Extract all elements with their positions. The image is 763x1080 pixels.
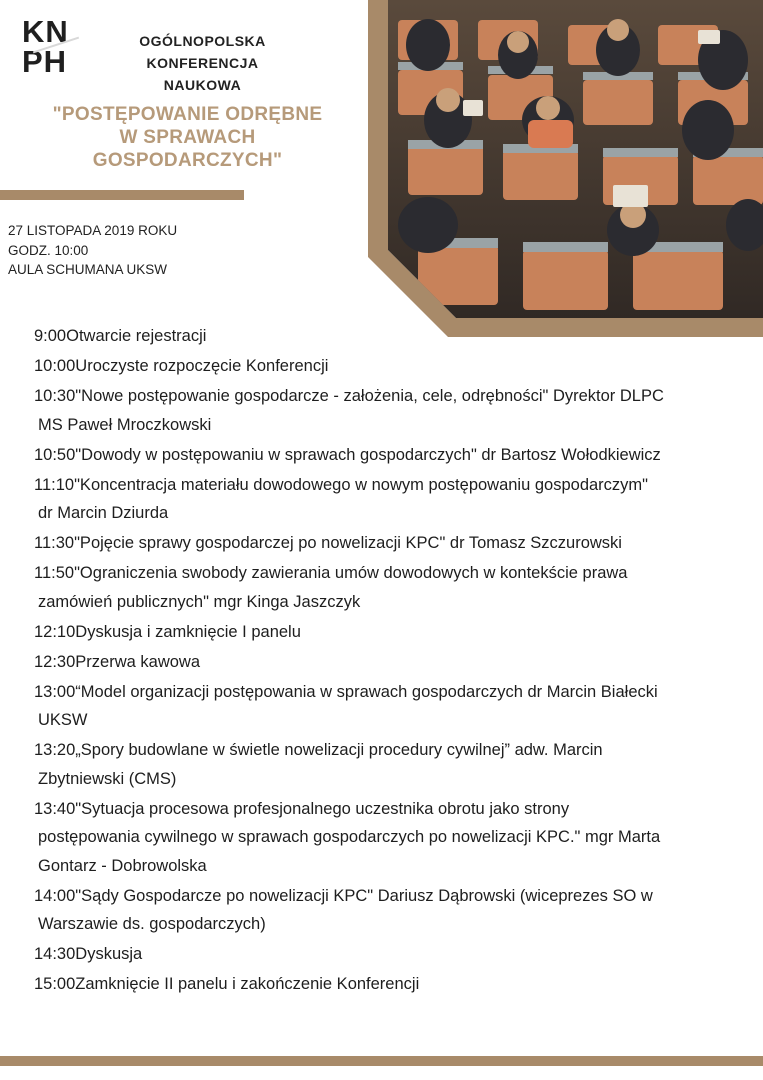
schedule-text: "Sądy Gospodarcze po nowelizacji KPC" Dariusz Dąbrowski (wiceprezes SO w	[75, 886, 653, 905]
schedule-time: 11:30	[34, 534, 75, 552]
auditorium-photo	[368, 0, 763, 337]
schedule-item	[34, 678, 734, 735]
schedule-text: "Koncentracja materiału dowodowego w nowym postępowaniu gospodarczym"	[74, 475, 649, 494]
schedule-text: "Ograniczenia swobody zawierania umów dowodowych w kontekście prawa	[74, 564, 628, 582]
schedule-text: "Sytuacja procesowa profesjonalnego uczestnika obrotu jako strony	[75, 799, 570, 818]
schedule-text: Dyskusja i zamknięcie I panelu	[75, 622, 301, 641]
knph-logo	[22, 14, 82, 79]
schedule-time: 10:50	[34, 445, 76, 464]
schedule-time: 13:40	[34, 799, 76, 818]
schedule-item	[34, 970, 734, 999]
schedule-item	[34, 648, 734, 677]
schedule-time: 15:00	[34, 975, 76, 993]
conference-title-line: W SPRAWACH	[119, 127, 256, 148]
conference-type-line: KONFERENCJA	[146, 55, 259, 71]
schedule-item	[34, 882, 734, 939]
schedule-text: Dyskusja	[75, 945, 143, 963]
schedule-text: "Nowe postępowanie gospodarcze - założenia, cele, odrębności" Dyrektor DLPC	[75, 387, 664, 405]
schedule-text: Zamknięcie II panelu i zakończenie Konferencji	[75, 975, 420, 993]
conference-title-line: "POSTĘPOWANIE ODRĘBNE	[52, 104, 323, 125]
event-date: 27 LISTOPADA 2019 ROKU	[8, 223, 178, 238]
schedule-item	[34, 736, 734, 793]
logo-line-1: KN	[22, 14, 69, 49]
schedule-time: 11:10	[34, 475, 75, 494]
schedule-text: "Dowody w postępowaniu w sprawach gospodarczych" dr Bartosz Wołodkiewicz	[75, 445, 661, 464]
schedule-time: 9:00	[34, 327, 67, 345]
schedule-item	[34, 529, 734, 558]
conference-title-line: GOSPODARCZYCH"	[92, 150, 283, 171]
logo-line-2: PH	[22, 44, 68, 79]
event-info	[8, 221, 177, 280]
schedule-text: Przerwa kawowa	[75, 652, 201, 671]
conference-schedule	[34, 322, 734, 1000]
schedule-text-continued: zamówień publicznych" mgr Kinga Jaszczyk	[38, 592, 361, 611]
schedule-text-continued: postępowania cywilnego w sprawach gospodarczych po nowelizacji KPC." mgr Marta	[38, 828, 661, 846]
schedule-item	[34, 795, 734, 881]
accent-bar-top	[0, 190, 244, 200]
accent-bar-bottom	[0, 1056, 763, 1066]
schedule-time: 10:30	[34, 387, 76, 405]
schedule-text: “Model organizacji postępowania w sprawach gospodarczych dr Marcin Białecki	[75, 682, 658, 701]
schedule-item	[34, 618, 734, 647]
schedule-item	[34, 940, 734, 969]
schedule-text-continued: UKSW	[38, 711, 88, 729]
schedule-text: Otwarcie rejestracji	[66, 327, 207, 345]
schedule-text-continued: Warszawie ds. gospodarczych)	[38, 915, 266, 933]
conference-type-line: OGÓLNOPOLSKA	[139, 33, 266, 49]
schedule-time: 14:00	[34, 886, 76, 905]
schedule-time: 10:00	[34, 357, 76, 375]
schedule-item	[34, 382, 734, 439]
schedule-text-continued: Zbytniewski (CMS)	[38, 769, 177, 788]
schedule-time: 12:30	[34, 652, 76, 671]
schedule-text-continued: Gontarz - Dobrowolska	[38, 856, 207, 875]
schedule-time: 11:50	[34, 564, 75, 582]
schedule-item	[34, 559, 734, 616]
schedule-time: 12:10	[34, 622, 76, 641]
conference-type	[130, 30, 275, 96]
conference-type-line: NAUKOWA	[163, 77, 242, 93]
schedule-item	[34, 322, 734, 351]
event-venue: AULA SCHUMANA UKSW	[8, 262, 168, 277]
schedule-item	[34, 441, 734, 470]
event-time: GODZ. 10:00	[8, 242, 89, 258]
schedule-text-continued: MS Paweł Mroczkowski	[38, 415, 212, 434]
conference-title	[35, 103, 340, 172]
schedule-text: „Spory budowlane w świetle nowelizacji procedury cywilnej” adw. Marcin	[75, 741, 603, 759]
schedule-item	[34, 352, 734, 381]
schedule-time: 14:30	[34, 945, 76, 963]
schedule-text-continued: dr Marcin Dziurda	[38, 504, 169, 522]
schedule-item	[34, 471, 734, 528]
schedule-time: 13:00	[34, 682, 76, 701]
schedule-time: 13:20	[34, 741, 76, 759]
schedule-text: Uroczyste rozpoczęcie Konferencji	[75, 357, 329, 375]
schedule-text: "Pojęcie sprawy gospodarczej po nowelizacji KPC" dr Tomasz Szczurowski	[74, 534, 622, 552]
